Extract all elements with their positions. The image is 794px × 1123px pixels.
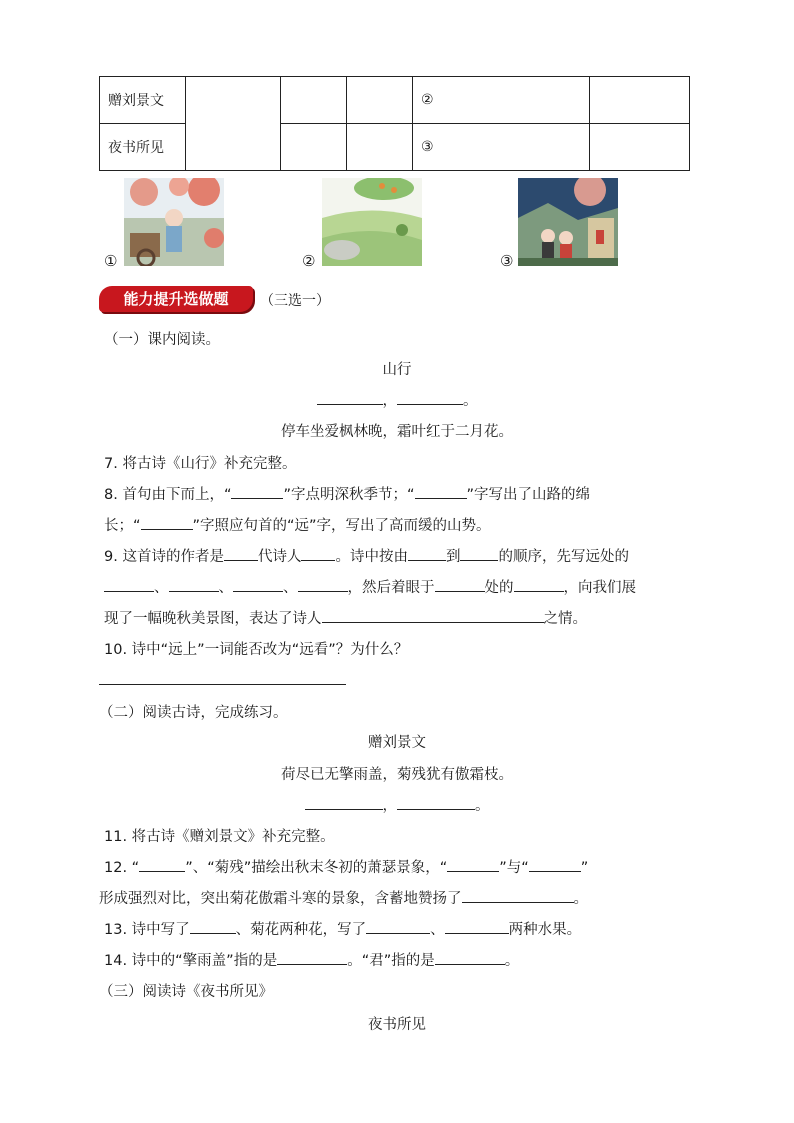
table-cell-merged <box>186 77 281 171</box>
poem-table <box>99 76 690 171</box>
q-text: ”、“菊残”描绘出秋末冬初的萧瑟景象，“ <box>185 860 448 876</box>
question-9-cont <box>104 576 636 597</box>
question-8 <box>104 483 590 504</box>
q-text: ”与“ <box>499 860 529 876</box>
section-badge: 能力提升选做题 <box>99 286 253 312</box>
picture-label: ② <box>302 252 316 270</box>
q-text: ” <box>580 860 589 876</box>
q-text: ，向我们展 <box>563 580 636 596</box>
poem-fill-line <box>0 389 794 410</box>
q-text: 形成强烈对比，突出菊花傲霜斗寒的景象，含蓄地赞扬了 <box>99 891 462 907</box>
q-text: 、 <box>283 580 298 596</box>
q-text: 。 <box>504 953 520 969</box>
question-7: 7. 将古诗《山行》补充完整。 <box>104 456 297 472</box>
poem-line: 停车坐爱枫林晚，霜叶红于二月花。 <box>281 424 513 440</box>
question-12 <box>104 856 588 877</box>
punct: 。 <box>463 393 478 409</box>
poem-line: 荷尽已无擎雨盖，菊残犹有傲霜枝。 <box>281 767 513 783</box>
answer-blank[interactable] <box>529 857 581 872</box>
part2-heading: （二）阅读古诗，完成练习。 <box>99 705 288 721</box>
q-text: ”字点明深秋季节；“ <box>283 487 415 503</box>
answer-blank[interactable] <box>301 546 335 561</box>
q-text: ”字照应句首的“远”字，写出了高而缓的山势。 <box>192 518 491 534</box>
table-row <box>100 77 690 124</box>
poem-title: 赠刘景文 <box>368 735 426 751</box>
question-11: 11. 将古诗《赠刘景文》补充完整。 <box>104 829 335 845</box>
scene-orchard-field-icon <box>322 178 422 266</box>
answer-blank[interactable] <box>322 608 544 623</box>
answer-blank[interactable] <box>415 484 467 499</box>
part3-heading: （三）阅读诗《夜书所见》 <box>99 984 273 1000</box>
q-text: 、菊花两种花，写了 <box>235 922 367 938</box>
answer-line[interactable] <box>99 684 346 685</box>
punct: 。 <box>475 798 490 814</box>
picture-label: ① <box>104 252 118 270</box>
question-9-cont2 <box>104 607 587 628</box>
answer-blank[interactable] <box>460 546 498 561</box>
q-text: 处的 <box>484 580 514 596</box>
picture-label: ③ <box>500 252 514 270</box>
answer-blank[interactable] <box>141 515 193 530</box>
question-8-cont <box>104 514 491 535</box>
q-text: 。 <box>573 891 588 907</box>
q-text: 代诗人 <box>257 549 302 565</box>
table-cell <box>281 124 347 171</box>
q-text: 之情。 <box>543 611 587 627</box>
poem-title: 夜书所见 <box>368 1017 426 1033</box>
answer-blank[interactable] <box>298 577 348 592</box>
table-cell <box>590 77 690 124</box>
q-text: 。“君”指的是 <box>347 953 435 969</box>
answer-blank[interactable] <box>104 577 154 592</box>
table-cell <box>281 77 347 124</box>
q-text: 长；“ <box>104 518 141 534</box>
answer-blank[interactable] <box>397 390 463 405</box>
answer-blank[interactable] <box>305 795 383 810</box>
q-text: 、 <box>218 580 233 596</box>
answer-blank[interactable] <box>435 950 505 965</box>
scene-carriage-maple-icon <box>124 178 224 266</box>
q-text: 8. 首句由下而上，“ <box>104 487 232 503</box>
section-note: （三选一） <box>260 293 330 309</box>
q-text: 14. 诗中的“擎雨盖”指的是 <box>104 953 278 969</box>
answer-blank[interactable] <box>317 390 383 405</box>
question-10: 10. 诗中“远上”一词能否改为“远看”？为什么？ <box>104 642 409 658</box>
table-cell <box>347 77 413 124</box>
q-text: 、 <box>154 580 169 596</box>
q-text: 的顺序，先写远处的 <box>498 549 629 565</box>
question-14 <box>104 949 519 970</box>
answer-blank[interactable] <box>224 546 258 561</box>
table-cell-label: ② <box>413 77 590 124</box>
answer-blank[interactable] <box>514 577 564 592</box>
punct: ， <box>382 393 397 409</box>
answer-blank[interactable] <box>397 795 475 810</box>
answer-blank[interactable] <box>139 857 185 872</box>
question-12-cont <box>99 887 588 908</box>
table-cell-title: 赠刘景文 <box>100 77 186 124</box>
table-cell <box>347 124 413 171</box>
answer-blank[interactable] <box>366 919 430 934</box>
scene-night-children-icon <box>518 178 618 266</box>
q-text: 到 <box>445 549 461 565</box>
q-text: 13. 诗中写了 <box>104 922 190 938</box>
answer-blank[interactable] <box>190 919 236 934</box>
answer-blank[interactable] <box>435 577 485 592</box>
answer-blank[interactable] <box>462 888 574 903</box>
answer-blank[interactable] <box>233 577 283 592</box>
q-text: 两种水果。 <box>508 922 582 938</box>
answer-blank[interactable] <box>408 546 446 561</box>
question-13 <box>104 918 581 939</box>
question-9 <box>104 545 629 566</box>
answer-blank[interactable] <box>231 484 283 499</box>
table-cell-title: 夜书所见 <box>100 124 186 171</box>
table-cell <box>590 124 690 171</box>
answer-blank[interactable] <box>445 919 509 934</box>
q-text: 12. “ <box>104 860 140 876</box>
q-text: 、 <box>430 922 445 938</box>
q-text: 9. 这首诗的作者是 <box>104 549 224 565</box>
q-text: ”字写出了山路的绵 <box>466 487 591 503</box>
answer-blank[interactable] <box>447 857 499 872</box>
poem-fill-line <box>0 794 794 815</box>
poem-title: 山行 <box>382 362 412 378</box>
q-text: ，然后着眼于 <box>347 580 435 596</box>
q-text: 现了一幅晚秋美景图，表达了诗人 <box>104 611 322 627</box>
table-cell-label: ③ <box>413 124 590 171</box>
answer-blank[interactable] <box>277 950 347 965</box>
answer-blank[interactable] <box>169 577 219 592</box>
part1-heading: （一）课内阅读。 <box>104 332 220 348</box>
q-text: 。诗中按由 <box>335 549 408 565</box>
punct: ， <box>382 798 397 814</box>
